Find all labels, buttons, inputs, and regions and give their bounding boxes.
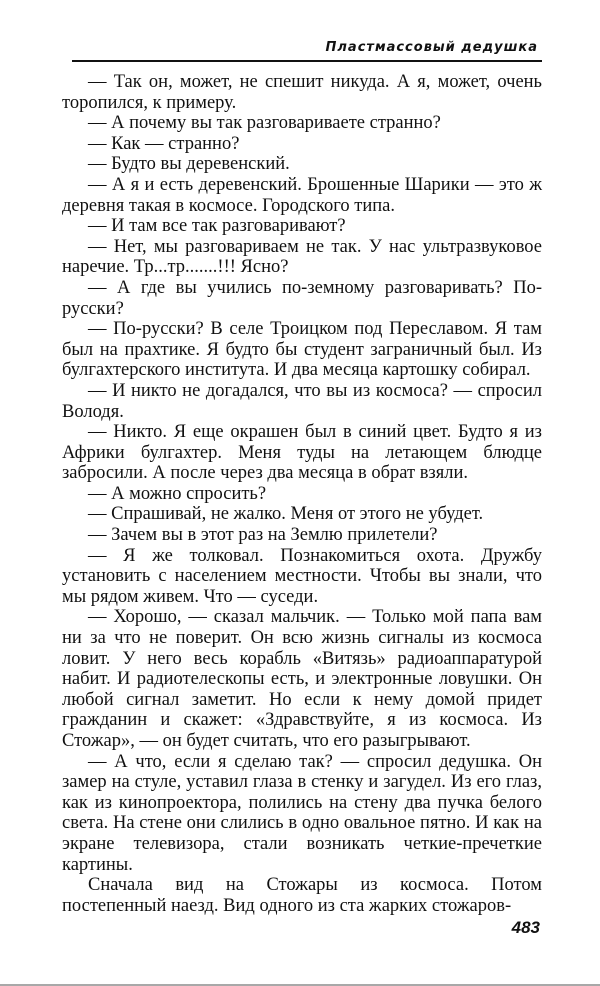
paragraph: — А почему вы так разговариваете странно?: [88, 113, 441, 134]
paragraph: — Будто вы деревенский.: [88, 154, 290, 175]
paragraph: — И там все так разговаривают?: [88, 216, 346, 237]
paragraph: — Спрашивай, не жалко. Меня от этого не убудет.: [88, 504, 484, 525]
paragraph: — Никто. Я еще окрашен был в синий цвет. Будто я из Африки булгахтер. Меня туды на летающем блюдце забросили. А после через два месяца в обрат взяли.: [62, 422, 542, 484]
paragraph: — А можно спросить?: [88, 483, 267, 504]
paragraph: Сначала вид на Стожары из космоса. Потом постепенный наезд. Вид одного из ста жарких стожаров-: [62, 875, 542, 916]
header-rule: [72, 60, 542, 62]
paragraph: — А что, если я сделаю так? — спросил дедушка. Он замер на стуле, уставил глаза в стенку и загудел. Из его глаз, как из кинопроектора, полились на стену два пучка белого света. На стене они слились в одно овальное пятно. И как на экране телевизора, стали возникать четкие-пречеткие картины.: [62, 751, 542, 875]
paragraph: — И никто не догадался, что вы из космоса? — спросил Володя.: [62, 380, 542, 422]
paragraph: — А где вы учились по-земному разговаривать? По-русски?: [62, 277, 542, 319]
paragraph: — Я же толковал. Познакомиться охота. Дружбу установить с населением местности. Чтобы вы знали, что мы рядом живем. Что — суседи.: [62, 545, 542, 607]
paragraph: — Хорошо, — сказал мальчик. — Только мой папа вам ни за что не поверит. Он всю жизнь сигналы из космоса ловит. У него весь корабль «Витязь» радиоаппаратурой набит. И радиотелескопы есть, и электронные ловушки. Он любой сигнал заметит. Но если к нему домой придет гражданин и скажет: «Здравствуйте, я из космоса. Из Стожар», — он будет считать, что его разыгрывают.: [62, 607, 542, 751]
paragraph: — Так он, может, не спешит никуда. А я, может, очень торопился, к примеру.: [62, 72, 542, 113]
paragraph: — А я и есть деревенский. Брошенные Шарики — это ж деревня такая в космосе. Городского типа.: [62, 174, 542, 216]
paragraph: — Нет, мы разговариваем не так. У нас ультразвуковое наречие. Тр...тр.......!!! Ясно?: [62, 236, 542, 278]
paragraph: — Зачем вы в этот раз на Землю прилетели?: [88, 525, 438, 546]
paragraph: — Как — странно?: [88, 133, 240, 154]
page-body: [62, 72, 542, 916]
page-number: 483: [511, 918, 540, 937]
running-title: Пластмассовый дедушка: [325, 40, 538, 55]
paragraph: — По-русски? В селе Троицком под Переславом. Я там был на прахтике. Я будто бы студент заграничный был. Из булгахтерского института. И два месяца картошку собирал.: [62, 319, 542, 381]
